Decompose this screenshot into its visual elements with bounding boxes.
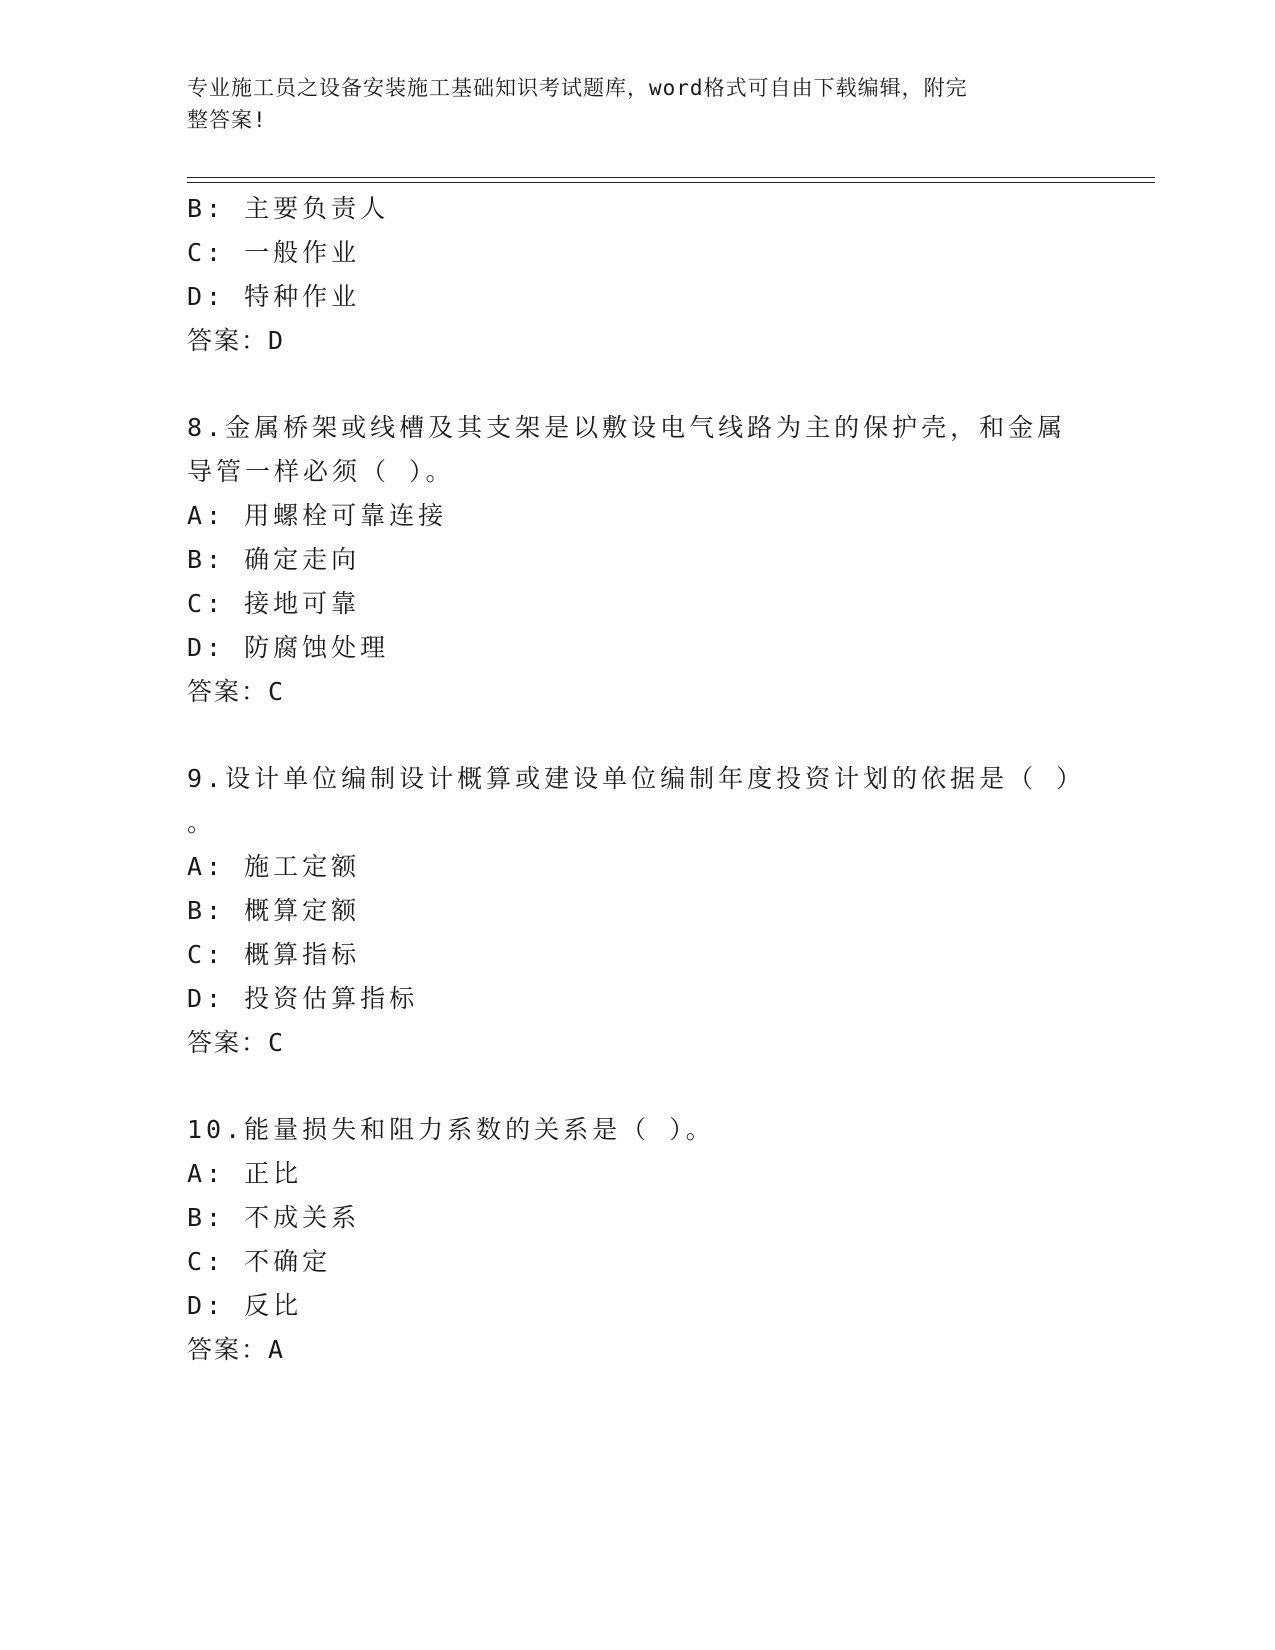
q10-option-b: B: 不成关系 (187, 1203, 361, 1232)
page-header (187, 72, 1067, 136)
q10-stem-line-1: 10.能量损失和阻力系数的关系是（ ）。 (187, 1115, 715, 1144)
q7-option-d: D: 特种作业 (187, 282, 361, 311)
q8-option-d: D: 防腐蚀处理 (187, 633, 390, 662)
q9-stem-line-2: 。 (187, 808, 217, 837)
q8-stem-line-2: 导管一样必须（ ）。 (187, 457, 455, 486)
header-rule-bottom (187, 182, 1155, 183)
q7-option-c: C: 一般作业 (187, 238, 361, 267)
q10-answer: 答案：A (187, 1335, 286, 1364)
q9-option-b: B: 概算定额 (187, 896, 361, 925)
q8-option-c: C: 接地可靠 (187, 589, 361, 618)
q9-option-d: D: 投资估算指标 (187, 984, 419, 1013)
q9-option-c: C: 概算指标 (187, 940, 361, 969)
header-line-1: 专业施工员之设备安装施工基础知识考试题库，word格式可自由下载编辑，附完 (187, 76, 968, 100)
q7-option-b: B: 主要负责人 (187, 194, 390, 223)
q9-stem-line-1: 9.设计单位编制设计概算或建设单位编制年度投资计划的依据是（ ） (187, 764, 1086, 793)
q9-option-a: A: 施工定额 (187, 852, 361, 881)
q10-option-d: D: 反比 (187, 1291, 303, 1320)
q8-option-b: B: 确定走向 (187, 545, 361, 574)
q7-answer: 答案：D (187, 326, 286, 355)
q8-stem-line-1: 8.金属桥架或线槽及其支架是以敷设电气线路为主的保护壳，和金属 (187, 413, 1067, 442)
q8-answer: 答案：C (187, 677, 286, 706)
q10-option-c: C: 不确定 (187, 1247, 332, 1276)
header-line-2: 整答案! (187, 108, 267, 132)
header-rule-top (187, 177, 1155, 178)
q10-option-a: A: 正比 (187, 1159, 303, 1188)
q9-answer: 答案：C (187, 1028, 286, 1057)
q8-option-a: A: 用螺栓可靠连接 (187, 501, 448, 530)
